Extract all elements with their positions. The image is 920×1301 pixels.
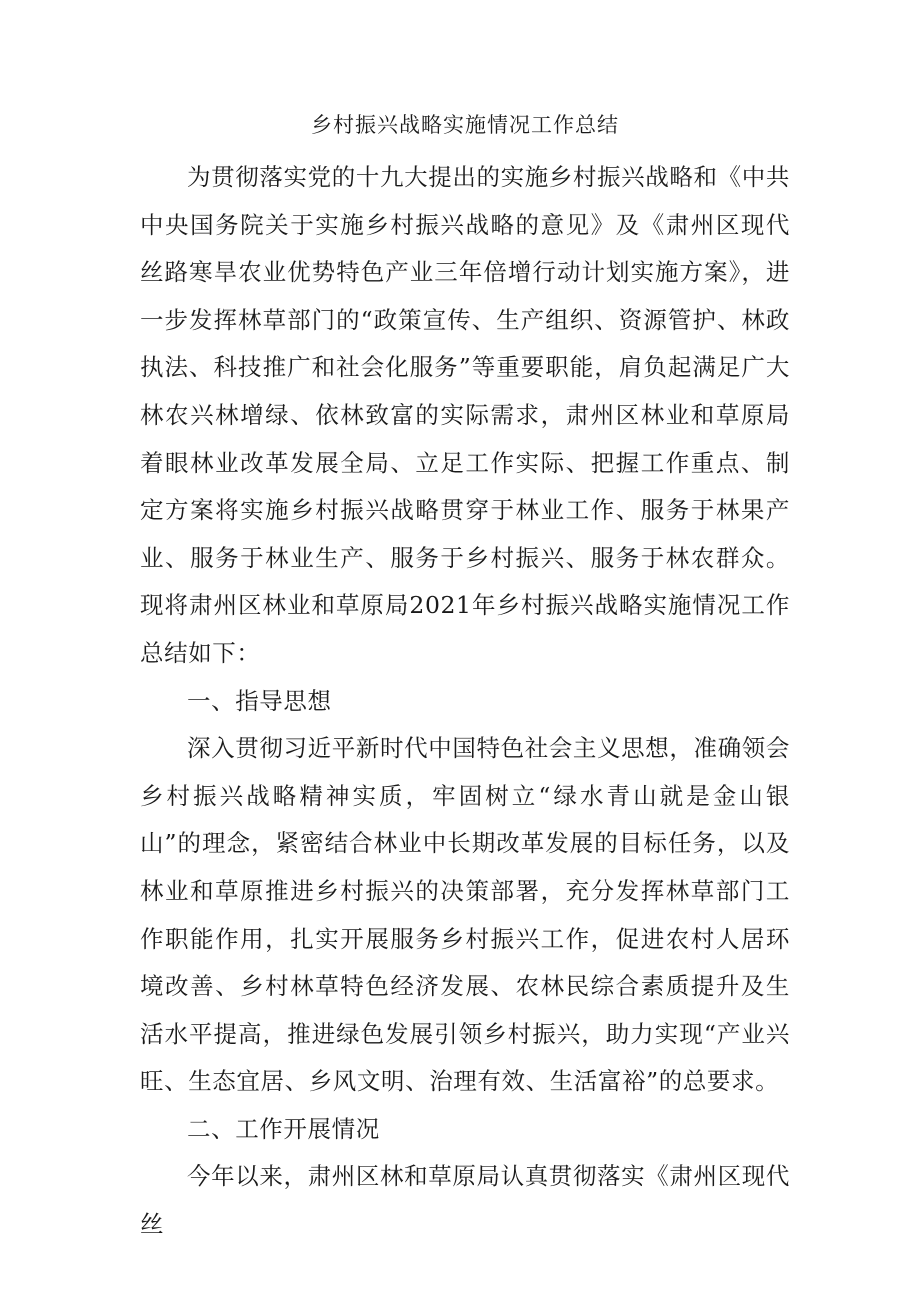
document-content	[140, 108, 790, 1249]
document-title: 乡村振兴战略实施情况工作总结	[311, 113, 619, 137]
guiding-ideology-paragraph: 深入贯彻习近平新时代中国特色社会主义思想，准确领会乡村振兴战略精神实质，牢固树立“绿水青山就是金山银山”的理念，紧密结合林业中长期改革发展的目标任务，以及林业和草原推进乡村振兴的决策部署，充分发挥林草部门工作职能作用，扎实开展服务乡村振兴工作，促进农村人居环境改善、乡村林草特色经济发展、农林民综合素质提升及生活水平提高，推进绿色发展引领乡村振兴，助力实现“产业兴旺、生态宜居、乡风文明、治理有效、生活富裕”的总要求。	[140, 734, 790, 1096]
section-heading-guiding-ideology: 一、指导思想	[187, 686, 332, 715]
section-heading-work-progress: 二、工作开展情况	[187, 1114, 380, 1143]
intro-paragraph: 为贯彻落实党的十九大提出的实施乡村振兴战略和《中共中央国务院关于实施乡村振兴战略的意见》及《肃州区现代丝路寒旱农业优势特色产业三年倍增行动计划实施方案》，进一步发挥林草部门的“政策宣传、生产组织、资源管护、林政执法、科技推广和社会化服务”等重要职能，肩负起满足广大林农兴林增绿、依林致富的实际需求，肃州区林业和草原局着眼林业改革发展全局、立足工作实际、把握工作重点、制定方案将实施乡村振兴战略贯穿于林业工作、服务于林果产业、服务于林业生产、服务于乡村振兴、服务于林农群众。现将肃州区林业和草原局2021年乡村振兴战略实施情况工作总结如下：	[140, 163, 790, 667]
work-progress-paragraph: 今年以来，肃州区林和草原局认真贯彻落实《肃州区现代丝	[140, 1162, 790, 1239]
